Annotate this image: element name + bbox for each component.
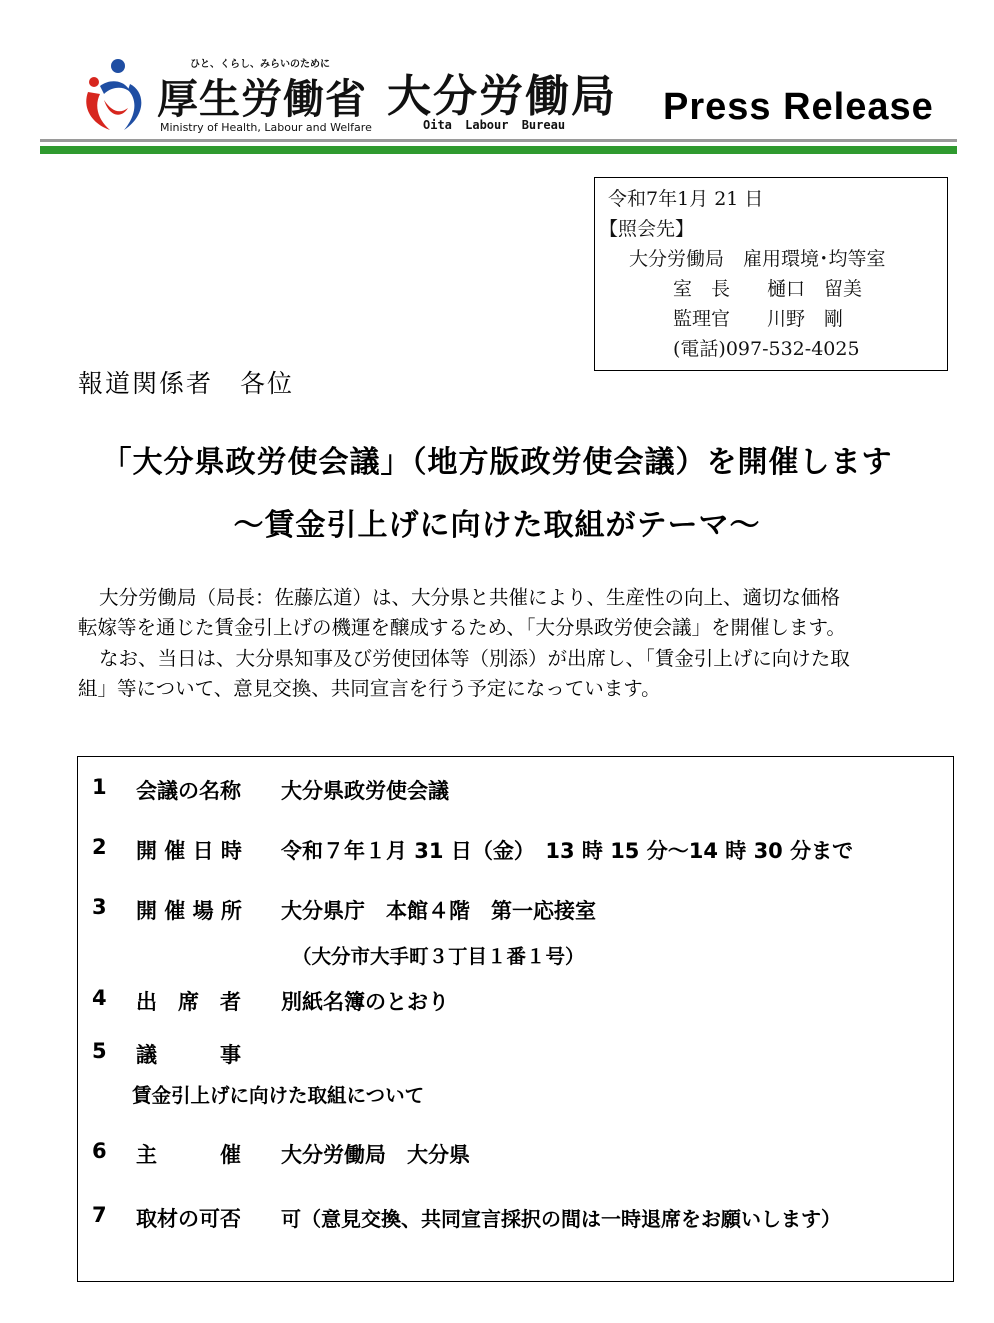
item-4-number: 4 bbox=[92, 986, 107, 1010]
body-line-3: なお、当日は、大分県知事及び労使団体等（別添）が出席し、「賃金引上げに向けた取 bbox=[99, 647, 850, 670]
bureau-name-jp: 大分労働局 bbox=[387, 71, 617, 122]
header-divider-gray bbox=[40, 139, 957, 142]
item-7-number: 7 bbox=[92, 1203, 107, 1227]
body-line-1: 大分労働局（局長：佐藤広道）は、大分県と共催により、生産性の向上、適切な価格 bbox=[99, 586, 841, 609]
press-release-heading: Press Release bbox=[663, 86, 934, 128]
contact-heading: 【照会先】 bbox=[599, 218, 695, 240]
ministry-name-en: Ministry of Health, Labour and Welfare bbox=[160, 121, 372, 134]
ministry-tagline: ひと、くらし、みらいのために bbox=[190, 59, 330, 70]
item-3-number: 3 bbox=[92, 895, 107, 919]
item-1-value: 大分県政労使会議 bbox=[281, 779, 449, 803]
ministry-name-jp: 厚生労働省 bbox=[157, 75, 367, 123]
page-subtitle: ～賃金引上げに向けた取組がテーマ～ bbox=[233, 508, 761, 543]
item-5-number: 5 bbox=[92, 1039, 107, 1063]
item-6-number: 6 bbox=[92, 1139, 107, 1163]
item-3-address: （大分市大手町３丁目１番１号） bbox=[292, 945, 585, 968]
item-3-label: 開 催 場 所 bbox=[136, 899, 242, 923]
contact-supervisor-role: 監理官 bbox=[673, 308, 731, 330]
item-3-value: 大分県庁 本館４階 第一応接室 bbox=[281, 899, 596, 923]
contact-supervisor-name: 川野 剛 bbox=[767, 308, 844, 330]
item-4-value: 別紙名簿のとおり bbox=[281, 990, 449, 1014]
body-line-2: 転嫁等を通じた賃金引上げの機運を醸成するため、「大分県政労使会議」を開催します。 bbox=[78, 616, 846, 639]
contact-box bbox=[594, 177, 948, 371]
contact-phone: (電話)097-532-4025 bbox=[673, 338, 860, 360]
bureau-name-en: Oita Labour Bureau bbox=[423, 118, 566, 132]
item-6-value: 大分労働局 大分県 bbox=[281, 1143, 470, 1167]
mhlw-logo-icon bbox=[80, 56, 152, 136]
header-divider-green bbox=[40, 146, 957, 154]
release-date: 令和7年1月 21 日 bbox=[608, 188, 764, 210]
item-2-label: 開 催 日 時 bbox=[136, 839, 242, 863]
contact-office: 大分労働局 雇用環境･均等室 bbox=[629, 248, 886, 270]
contact-chief-name: 樋口 留美 bbox=[767, 278, 863, 300]
addressee: 報道関係者 各位 bbox=[78, 369, 295, 398]
body-line-4: 組」等について、意見交換、共同宣言を行う予定になっています。 bbox=[78, 677, 661, 700]
item-2-value: 令和７年１月 31 日（金） 13 時 15 分～14 時 30 分まで bbox=[281, 839, 854, 863]
item-7-label: 取材の可否 bbox=[136, 1207, 241, 1231]
item-7-value: 可（意見交換、共同宣言採択の間は一時退席をお願いします） bbox=[281, 1207, 841, 1231]
item-2-number: 2 bbox=[92, 835, 107, 859]
item-5-agenda: 賃金引上げに向けた取組について bbox=[132, 1084, 425, 1107]
item-1-number: 1 bbox=[92, 775, 107, 799]
page-title: 「大分県政労使会議」（地方版政労使会議）を開催します bbox=[101, 445, 893, 480]
item-6-label: 主 催 bbox=[136, 1143, 241, 1167]
item-1-label: 会議の名称 bbox=[136, 779, 241, 803]
item-5-label: 議 事 bbox=[136, 1043, 241, 1067]
item-4-label: 出 席 者 bbox=[136, 990, 241, 1014]
contact-chief-role: 室 長 bbox=[673, 278, 731, 300]
